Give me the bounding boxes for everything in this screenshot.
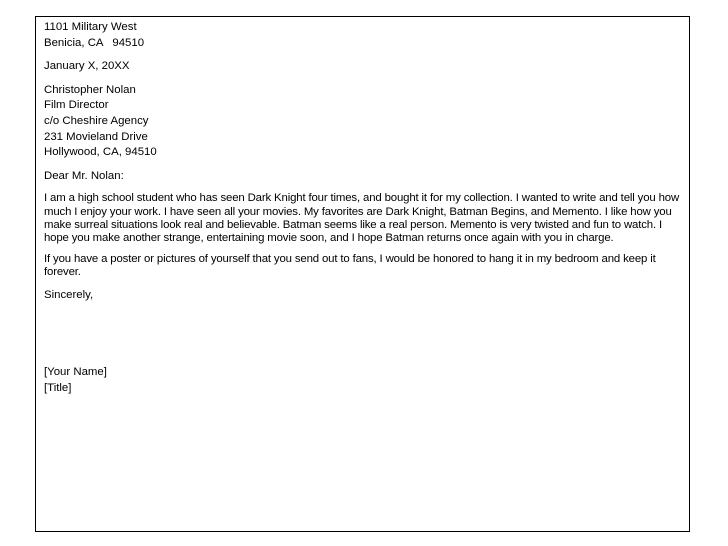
- recipient-care-of: c/o Cheshire Agency: [44, 114, 149, 127]
- recipient-name: Christopher Nolan: [44, 83, 136, 96]
- recipient-address: [44, 83, 683, 161]
- recipient-title: Film Director: [44, 99, 109, 112]
- signature-block: [44, 365, 683, 396]
- salutation: Dear Mr. Nolan:: [44, 169, 124, 182]
- letter-content: [44, 20, 683, 396]
- sender-address: [44, 20, 683, 51]
- body-paragraph-1: I am a high school student who has seen Dark Knight four times, and bought it for my collection. I wanted to write and tell you how much I enjoy your work. I have seen all your movies. My favorites are Dark Knight, Batman Begins, and Memento. I like how you make surreal situations look real and believable. Batman seems like a real person. Memento is very twisted and fun to watch. I hope you make another strange, entertaining movie soon, and I hope Batman returns once again with you in charge.: [44, 192, 680, 244]
- recipient-city-state-zip: Hollywood, CA, 94510: [44, 146, 157, 159]
- letter-date: January X, 20XX: [44, 60, 130, 73]
- sender-street: 1101 Military West: [44, 21, 137, 33]
- letter-page: [35, 16, 690, 532]
- signature-name: [Your Name]: [44, 366, 107, 379]
- signature-title: [Title]: [44, 381, 72, 394]
- body-paragraph-2: If you have a poster or pictures of yourself that you send out to fans, I would be honored to hang it in my bedroom and keep it forever.: [44, 253, 656, 279]
- closing: Sincerely,: [44, 288, 94, 301]
- sender-city-state-zip: Benicia, CA 94510: [44, 36, 145, 49]
- recipient-street: 231 Movieland Drive: [44, 130, 148, 143]
